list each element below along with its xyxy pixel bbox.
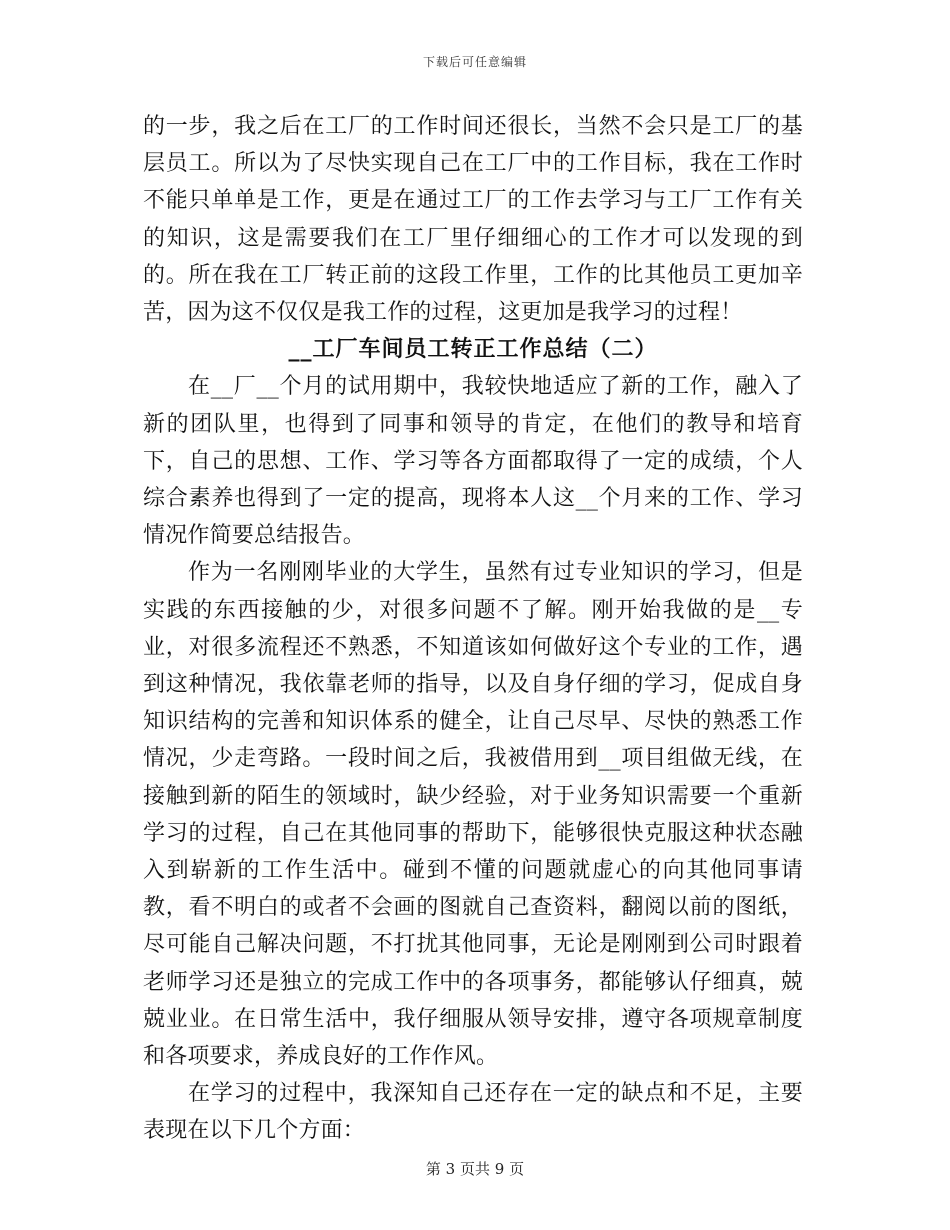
page-number-footer: 第 3 页共 9 页 <box>425 1160 525 1178</box>
page-header: 下载后可任意编辑 <box>422 55 527 69</box>
section-title: __工厂车间员工转正工作总结（二） <box>288 336 658 363</box>
document-body <box>143 108 803 1150</box>
paragraph-continued: 的一步，我之后在工厂的工作时间还很长，当然不会只是工厂的基层员工。所以为了尽快实现自己在工厂中的工作目标，我在工作时不能只单单是工作，更是在通过工厂的工作去学习与工厂工作有关的知识，这是需要我们在工厂里仔细细心的工作才可以发现的到的。所在我在工厂转正前的这段工作里，工作的比其他员工更加辛苦，因为这不仅仅是我工作的过程，这更加是我学习的过程！ <box>143 114 803 326</box>
paragraph-3: 在学习的过程中，我深知自己还存在一定的缺点和不足，主要表现在以下几个方面： <box>143 1081 803 1144</box>
paragraph-1: 在__厂__个月的试用期中，我较快地适应了新的工作，融入了新的团队里，也得到了同事和领导的肯定，在他们的教导和培育下，自己的思想、工作、学习等各方面都取得了一定的成绩，个人综合素养也得到了一定的提高，现将本人这__个月来的工作、学习情况作简要总结报告。 <box>143 374 803 549</box>
paragraph-2: 作为一名刚刚毕业的大学生，虽然有过专业知识的学习，但是实践的东西接触的少，对很多问题不了解。刚开始我做的是__专业，对很多流程还不熟悉，不知道该如何做好这个专业的工作，遇到这种情况，我依靠老师的指导，以及自身仔细的学习，促成自身知识结构的完善和知识体系的健全，让自己尽早、尽快的熟悉工作情况，少走弯路。一段时间之后，我被借用到__项目组做无线，在接触到新的陌生的领域时，缺少经验，对于业务知识需要一个重新学习的过程，自己在其他同事的帮助下，能够很快克服这种状态融入到崭新的工作生活中。碰到不懂的问题就虚心的向其他同事请教，看不明白的或者不会画的图就自己查资料，翻阅以前的图纸，尽可能自己解决问题，不打扰其他同事，无论是刚刚到公司时跟着老师学习还是独立的完成工作中的各项事务，都能够认仔细真，兢兢业业。在日常生活中，我仔细服从领导安排，遵守各项规章制度和各项要求，养成良好的工作作风。 <box>143 560 803 1070</box>
